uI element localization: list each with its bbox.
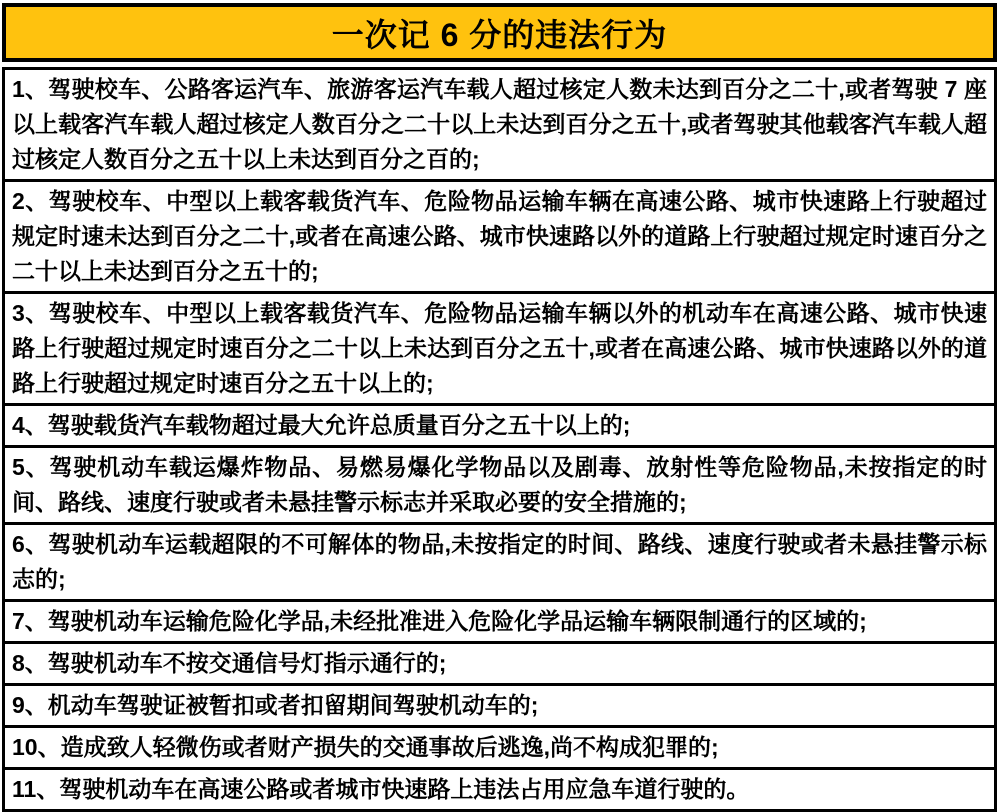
violation-text: 2、驾驶校车、中型以上载客载货汽车、危险物品运输车辆在高速公路、城市快速路上行驶超过规定时速未达到百分之二十,或者在高速公路、城市快速路以外的道路上行驶超过规定时速百分之二十以上未达到百分之五十的; [12,188,987,284]
violation-row-1 [5,70,994,182]
violation-row-10 [5,728,994,770]
violation-row-6 [5,525,994,602]
violation-row-2 [5,182,994,294]
violation-row-4 [5,406,994,448]
violation-text: 5、驾驶机动车载运爆炸物品、易燃易爆化学物品以及剧毒、放射性等危险物品,未按指定的时间、路线、速度行驶或者未悬挂警示标志并采取必要的安全措施的; [12,454,987,515]
violation-row-8 [5,644,994,686]
violations-table [2,67,997,812]
violation-row-7 [5,602,994,644]
violation-text: 10、造成致人轻微伤或者财产损失的交通事故后逃逸,尚不构成犯罪的; [12,734,719,760]
violation-text: 8、驾驶机动车不按交通信号灯指示通行的; [12,650,447,676]
violation-text: 4、驾驶载货汽车载物超过最大允许总质量百分之五十以上的; [12,412,631,438]
page-title: 一次记 6 分的违法行为 [331,16,668,53]
violation-text: 11、驾驶机动车在高速公路或者城市快速路上违法占用应急车道行驶的。 [12,776,750,802]
violation-text: 1、驾驶校车、公路客运汽车、旅游客运汽车载人超过核定人数未达到百分之二十,或者驾驶 7 座以上载客汽车载人超过核定人数百分之二十以上未达到百分之五十,或者驾驶其他载客汽车载人超过核定人数百分之五十以上未达到百分之百的; [12,76,987,172]
violation-text: 3、驾驶校车、中型以上载客载货汽车、危险物品运输车辆以外的机动车在高速公路、城市快速路上行驶超过规定时速百分之二十以上未达到百分之五十,或者在高速公路、城市快速路以外的道路上行驶超过规定时速百分之五十以上的; [12,300,987,396]
violation-row-11 [5,770,994,809]
violation-row-5 [5,448,994,525]
violation-row-9 [5,686,994,728]
page-title-bar [2,3,997,62]
violation-text: 7、驾驶机动车运输危险化学品,未经批准进入危险化学品运输车辆限制通行的区域的; [12,608,867,634]
violation-text: 6、驾驶机动车运载超限的不可解体的物品,未按指定的时间、路线、速度行驶或者未悬挂警示标志的; [12,531,987,592]
violation-row-3 [5,294,994,406]
violation-text: 9、机动车驾驶证被暂扣或者扣留期间驾驶机动车的; [12,692,539,718]
